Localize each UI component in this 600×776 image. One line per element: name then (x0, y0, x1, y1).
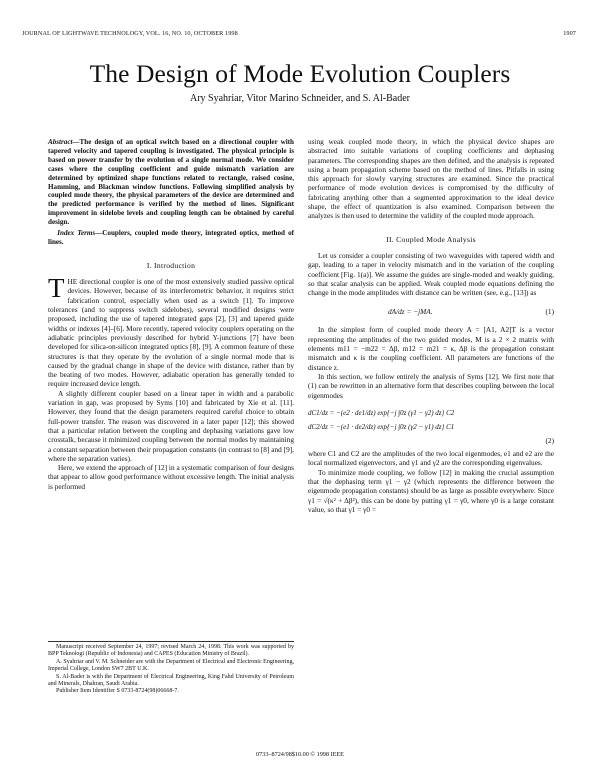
coupled-mode-paragraph-4: where C1 and C2 are the amplitudes of the two local eigenmodes, e1 and e2 are the local normalized eigenvectors, and γ1 and γ2 are the corresponding eigenvalues. (308, 449, 554, 468)
footnotes (48, 644, 294, 696)
journal-name: JOURNAL OF LIGHTWAVE TECHNOLOGY, VOL. 16, NO. 10, OCTOBER 1998 (22, 30, 238, 37)
footnote-divider (48, 641, 294, 642)
paper-title: The Design of Mode Evolution Couplers (89, 59, 511, 88)
section-heading-introduction: I. Introduction (146, 260, 196, 270)
intro-paragraph-1-text: HE directional coupler is one of the most extensively studied passive optical devices. However, because of its interferometric behavior, it requires strict fabrication control, especially when used as a switch [1]. To improve tolerances (and to suppress switch sidelobes), several modified designs were proposed, including the use of tapered integrated gaps [2], [3] and tapered guide widths or indexes [4]–[6]. More recently, tapered velocity couplers operating on the adiabatic principles previously described for hybrid Y-junctions [7] have been developed for silica-on-silicon integrated optics [8], [9]. A common feature of these structures is that they operate by the evolution of a single normal mode that is caused by the gradual change in shape of the device with distance, rather than by the beating of two modes. However, adiabatic operation has generally tended to require increased device length. (48, 277, 294, 389)
abstract (48, 138, 294, 227)
copyright-line: 0733–8724/98$10.00 © 1998 IEEE (256, 751, 344, 758)
coupled-mode-paragraph-3: In this section, we follow entirely the analysis of Syms [12]. We first note that (1) can be rewritten in an alternative form that describes coupling between the local eigenmodes (308, 371, 554, 400)
abstract-text: The design of an optical switch based on a directional coupler with tapered velocity and tapered coupling is investigated. The physical principle is based on power transfer by the evolution of a single normal mode. We consider cases where the coupling coefficient and guide mismatch variation are determined by optimized shape functions related to rectangle, raised cosine, Hamming, and Blackman window functions. Following simplified analysis by coupled mode theory, the physical parameters of the device are determined and the predicted performance is verified by the method of lines. Significant improvement in sidelobe levels and coupling length can be obtained by careful design. (48, 138, 294, 227)
author-list: Ary Syahriar, Vitor Marino Schneider, and S. Al-Bader (189, 93, 411, 104)
footnote-affiliation-2: S. Al-Bader is with the Department of Electrical Engineering, King Fahd University of Petroleum and Minerals, Dhahran, Saudi Arabia. (48, 673, 294, 688)
index-terms (48, 229, 294, 247)
intro-paragraph-1 (48, 273, 294, 389)
footnote-affiliation-1: A. Syahriar and V. M. Schneider are with the Department of Electrical and Electronic Engineering, Imperial College, London SW7 2BT U.K. (48, 658, 294, 673)
coupled-mode-paragraph-1: Let us consider a coupler consisting of two waveguides with tapered width and gap, leading to a taper in velocity mismatch and in the variation of the coupling coefficient [Fig. 1(a)]. We assume the guides are single-moded and weakly guiding, so that scalar analysis can be applied. Weak coupled mode equations defining the change in the mode amplitudes with distance can be written (see, e.g., [13]) as (308, 250, 554, 298)
footnote-publisher-id: Publisher Item Identifier S 0733-8724(98)06668-7. (56, 688, 179, 695)
drop-cap: T (48, 273, 65, 304)
equation-2a: dC1/dz = −(e2 · de1/dz) exp{−j ∫0z (γ1 − γ2) dz} C2 (308, 408, 455, 417)
intro-continuation: using weak coupled mode theory, in which the physical device shapes are abstracted into suitable variations of coupling coefficients and dephasing parameters. The corresponding shapes are then defined, and the analysis is repeated using a beam propagation scheme based on the method of lines. Pitfalls in using this approach for slowly varying structures are examined. Since the practical performance of mode evolution devices is compromised by the difficulty of fabricating anything other than a segmented approximation to the ideal device shape, the effect of quantization is also examined. Comparison between the analyzes is then used to determine the validity of the coupled mode approach. (308, 137, 554, 221)
equation-1-body: dA/dz = −jMA. (388, 306, 433, 316)
equation-2-number: (2) (545, 435, 554, 445)
right-column (308, 137, 554, 514)
footnote-manuscript: Manuscript received September 24, 1997; revised March 24, 1998. This work was supported by BPP Teknologi (Republic of Indonesia) and CAPES (Education Ministry of Brazil). (48, 644, 294, 658)
running-header (22, 30, 576, 37)
equation-2 (308, 406, 554, 434)
coupled-mode-paragraph-2: In the simplest form of coupled mode theory A = [A1, A2]T is a vector representing the amplitudes of the two guided modes, M is a 2 × 2 matrix with elements m11 = −m22 = Δβ, m12 = m21 = κ, Δβ is the propagation constant mismatch and κ is the coupling coefficient. All parameters are functions of the distance z. (308, 325, 554, 372)
equation-1-number: (1) (545, 306, 554, 316)
intro-paragraph-3: Here, we extend the approach of [12] in a systematic comparison of four designs that appear to allow good performance without excessive length. The initial analysis is performed (48, 463, 294, 491)
left-column (48, 138, 294, 491)
index-terms-text: Couplers, coupled mode theory, integrated optics, method of lines. (48, 229, 294, 246)
equation-1 (308, 303, 554, 319)
page-number: 1907 (563, 30, 576, 37)
abstract-label: Abstract— (48, 138, 80, 146)
coupled-mode-paragraph-5: To minimize mode coupling, we follow [12] in making the crucial assumption that the dephasing term γ1 − γ2 (which represents the difference between the eigenmode propagation constants) should be as large as possible everywhere. Since γ1 = √(κ² + Δβ²), this can be done by putting γ1 = γ0, where γ0 is a large constant value, so that γ1 = γ0 = (308, 467, 554, 514)
equation-2b: dC2/dz = −(e1 · de2/dz) exp{−j ∫0z (γ2 − γ1) dz} C1 (308, 422, 455, 431)
index-terms-label: Index Terms— (57, 229, 103, 238)
intro-paragraph-2: A slightly different coupler based on a linear taper in width and a parabolic variation in gap, was proposed by Syms [10] and fabricated by Xie et al. [11]. However, they found that the design parameters required careful choice to obtain full-power transfer. The reason was discovered in a later paper [12]; this showed that a particular relation between the coupling and dephasing variations gave low crosstalk, because it minimized coupling between the normal modes by maintaining a constant separation between their propagation constants (in contrast to [8] and [9], where the separation varies). (48, 388, 294, 463)
section-heading-coupled-mode: II. Coupled Mode Analysis (386, 234, 476, 244)
